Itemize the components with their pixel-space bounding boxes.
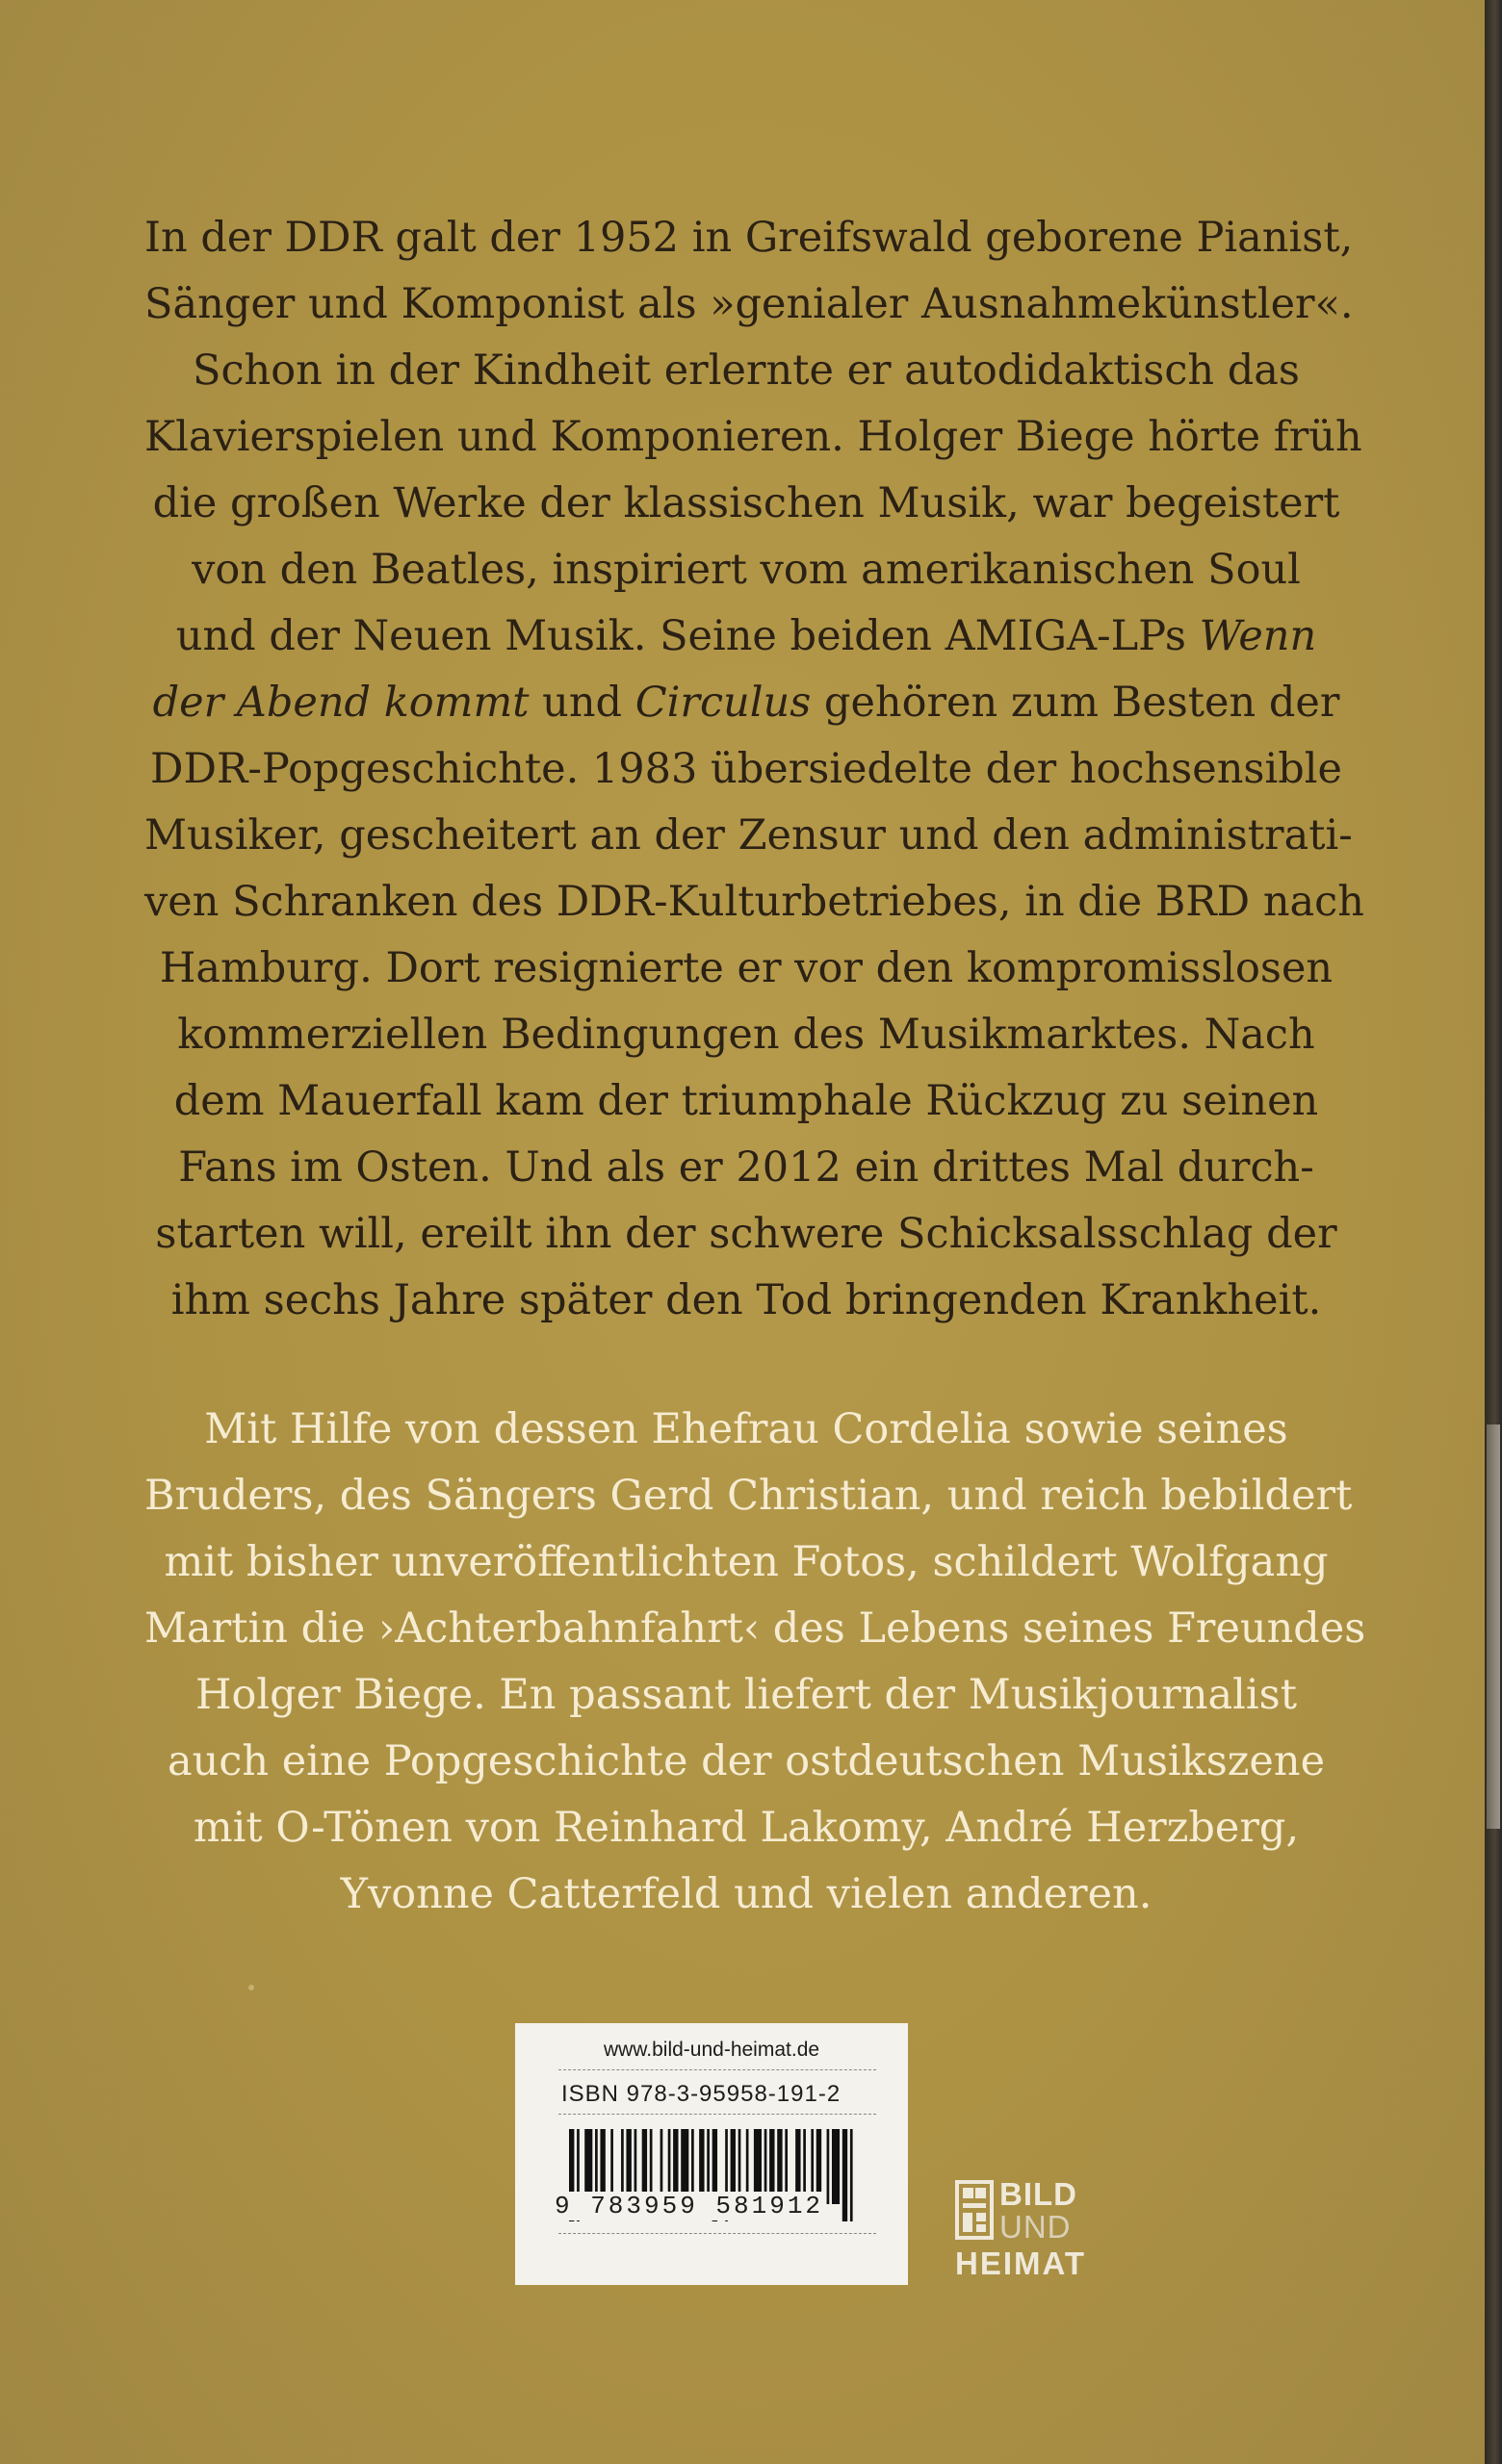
- blurb-line: starten will, ereilt ihn der schwere Schicksalsschlag der: [155, 1210, 1337, 1258]
- publisher-url: www.bild-und-heimat.de: [603, 2039, 820, 2061]
- blurb-line: Martin die ›Achterbahnfahrt‹ des Lebens seines Freundes: [144, 1604, 1366, 1653]
- blurb-line: Bruders, des Sängers Gerd Christian, und reich bebildert: [144, 1472, 1353, 1520]
- barcode-digits: [554, 2192, 824, 2220]
- blurb-line: mit bisher unveröffentlichten Fotos, schildert Wolfgang: [164, 1538, 1329, 1586]
- blurb-line: Fans im Osten. Und als er 2012 ein drittes Mal durch-: [178, 1143, 1314, 1192]
- blurb-paragraph-1: [144, 205, 1364, 1334]
- blurb-line: In der DDR galt der 1952 in Greifswald geborene Pianist,: [144, 214, 1354, 262]
- barcode-label: [515, 2023, 908, 2285]
- blurb-line: auch eine Popgeschichte der ostdeutschen Musikszene: [167, 1737, 1326, 1785]
- album-title-circulus: Circulus: [634, 679, 812, 727]
- barcode-bar: [832, 2129, 840, 2204]
- logo-word-bild: BILD: [999, 2176, 1077, 2212]
- barcode-bar: [827, 2129, 830, 2204]
- barcode-digits-text: 9 783959 581912: [555, 2192, 824, 2220]
- publisher-mark-icon: [955, 2180, 994, 2240]
- blurb-line: [144, 670, 1348, 736]
- blurb-line: Yvonne Catterfeld und vielen anderen.: [340, 1870, 1152, 1918]
- blurb-line: ihm sechs Jahre später den Tod bringenden Krankheit.: [170, 1276, 1322, 1324]
- blurb-line: [144, 603, 1348, 670]
- blurb-line: Holger Biege. En passant liefert der Musikjournalist: [194, 1671, 1298, 1719]
- blurb-text: und der Neuen Musik. Seine beiden AMIGA-LPs: [175, 612, 1200, 660]
- blurb-line: kommerziellen Bedingungen des Musikmarktes. Nach: [177, 1011, 1315, 1059]
- logo-word-heimat: HEIMAT: [955, 2246, 1087, 2281]
- publisher-logo-words: [999, 2178, 1077, 2244]
- blurb-line: DDR-Popgeschichte. 1983 übersiedelte der hochsensible: [150, 745, 1342, 793]
- blurb-line: Schon in der Kindheit erlernte er autodidaktisch das: [192, 346, 1301, 395]
- divider: [558, 2233, 876, 2234]
- isbn-number: ISBN 978-3-95958-191-2: [561, 2081, 842, 2107]
- blurb-line: Hamburg. Dort resignierte er vor den kompromisslosen: [159, 944, 1334, 992]
- cover-speck: [248, 1985, 254, 1990]
- blurb-paragraph-2: [144, 1397, 1366, 1928]
- divider: [558, 2069, 876, 2070]
- blurb-line: Mit Hilfe von dessen Ehefrau Cordelia sowie seines: [204, 1405, 1288, 1453]
- divider: [558, 2114, 876, 2115]
- blurb-line: ven Schranken des DDR-Kulturbetriebes, in die BRD nach: [144, 878, 1364, 926]
- logo-word-und: UND: [999, 2209, 1072, 2245]
- blurb-line: von den Beatles, inspiriert vom amerikanischen Soul: [192, 546, 1301, 594]
- publisher-logo: [955, 2178, 1109, 2294]
- blurb-line: die großen Werke der klassischen Musik, war begeistert: [152, 479, 1340, 527]
- blurb-text: und: [529, 679, 635, 727]
- blurb-line: mit O-Tönen von Reinhard Lakomy, André Herzberg,: [193, 1804, 1300, 1852]
- blurb-line: Klavierspielen und Komponieren. Holger Biege hörte früh: [144, 413, 1362, 461]
- blurb-line: Musiker, gescheitert an der Zensur und den administrati-: [144, 811, 1353, 860]
- album-title-abend: der Abend kommt: [152, 679, 530, 727]
- barcode-bar: [850, 2129, 853, 2221]
- barcode-bar: [842, 2129, 847, 2221]
- blurb-line: dem Mauerfall kam der triumphale Rückzug zu seinen: [173, 1077, 1319, 1125]
- blurb-text: gehören zum Besten der: [811, 679, 1340, 727]
- cover-edge: [1485, 0, 1502, 2464]
- blurb-line: Sänger und Komponist als »genialer Ausnahmekünstler«.: [144, 280, 1354, 328]
- album-title-wenn: Wenn: [1199, 612, 1317, 660]
